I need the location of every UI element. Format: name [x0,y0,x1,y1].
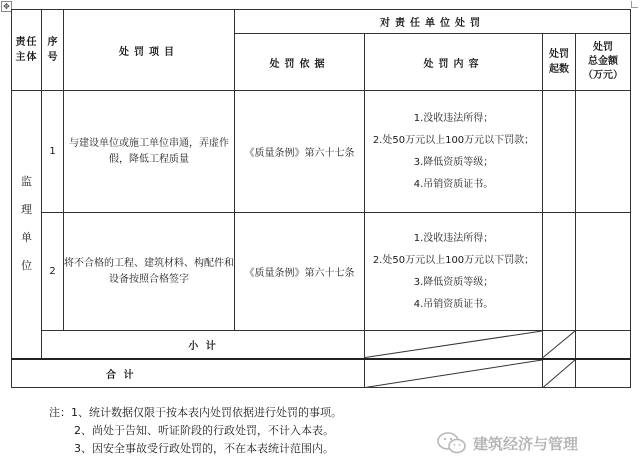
row-2-total[interactable] [576,213,631,331]
header-penalty-cases-line2: 起数 [549,64,569,75]
subject-char-1: 监 [21,175,32,189]
responsible-subject-cell [12,91,42,359]
slash-line [543,360,575,388]
header-penalty-basis: 处罚依据 [235,34,365,91]
row-2-content-line: 4.吊销资质证书。 [413,298,494,310]
subtotal-basis-slash [365,331,543,359]
row-1-content-line: 1.没收违法所得； [413,112,494,124]
total-label: 合 计 [12,359,365,388]
subject-char-2: 理 [21,203,32,217]
header-penalty-total-line3: （万元） [583,70,623,81]
row-1-content-line: 2.处50万元以上100万元以下罚款； [372,134,535,146]
row-1-item: 与建设单位或施工单位串通，弄虚作假，降低工程质量 [64,91,235,213]
watermark-text: 建筑经济与管理 [473,434,579,453]
header-responsible-subject-line1: 责任 [15,37,38,48]
row-1-content-line: 4.吊销资质证书。 [413,178,494,190]
row-2-item: 将不合格的工程、建筑材料、构配件和设备按照合格签字 [64,213,235,331]
header-responsible-subject-line2: 主体 [15,52,38,63]
row-1-no: 1 [42,91,64,213]
row-1-basis: 《质量条例》第六十七条 [235,91,365,213]
total-cases[interactable] [576,359,631,388]
header-penalty-item: 处罚项目 [64,10,235,91]
penalty-statistics-table [11,9,631,388]
wechat-icon [437,432,467,454]
watermark [437,432,578,454]
header-penalty-cases [543,34,576,91]
slash-line [543,331,575,358]
table-notes [49,404,342,458]
total-basis-slash [365,359,543,388]
header-penalty-total [576,34,631,91]
row-1-total[interactable] [576,91,631,213]
note-line: 2、尚处于告知、听证阶段的行政处罚，不计入本表。 [74,424,334,437]
row-2-content [365,213,543,331]
header-serial-no-line2: 号 [47,52,58,63]
note-line: 3、因安全事故受行政处罚的，不在本表统计范围内。 [74,442,334,455]
subtotal-content-slash [543,331,576,359]
subject-char-3: 单 [21,231,32,245]
row-2-cases[interactable] [543,213,576,331]
row-2-basis: 《质量条例》第六十七条 [235,213,365,331]
table-move-handle[interactable]: ✥ [1,1,12,12]
header-penalty-content: 处罚内容 [365,34,543,91]
header-serial-no-line1: 序 [47,37,58,48]
page-corner-mark [631,1,638,8]
row-1-content [365,91,543,213]
row-2-content-line: 3.降低资质等级； [413,276,494,288]
slash-line [365,331,542,358]
subject-char-4: 位 [21,259,32,273]
row-2-no: 2 [42,213,64,331]
note-line: 注：1、统计数据仅限于按本表内处罚依据进行处罚的事项。 [49,406,342,419]
row-2-content-line: 1.没收违法所得； [413,232,494,244]
subtotal-cases[interactable] [576,331,631,359]
row-1-content-line: 3.降低资质等级； [413,156,494,168]
header-penalty-total-line2: 总金额 [588,56,618,67]
header-penalty-to-subject: 对责任单位处罚 [235,10,631,34]
header-responsible-subject [12,10,42,91]
total-content-slash [543,359,576,388]
slash-line [365,360,542,388]
subtotal-label: 小 计 [42,331,365,359]
row-1-cases[interactable] [543,91,576,213]
header-penalty-total-line1: 处罚 [593,42,613,53]
header-penalty-cases-line1: 处罚 [549,49,569,60]
row-2-content-line: 2.处50万元以上100万元以下罚款； [372,254,535,266]
header-serial-no [42,10,64,91]
